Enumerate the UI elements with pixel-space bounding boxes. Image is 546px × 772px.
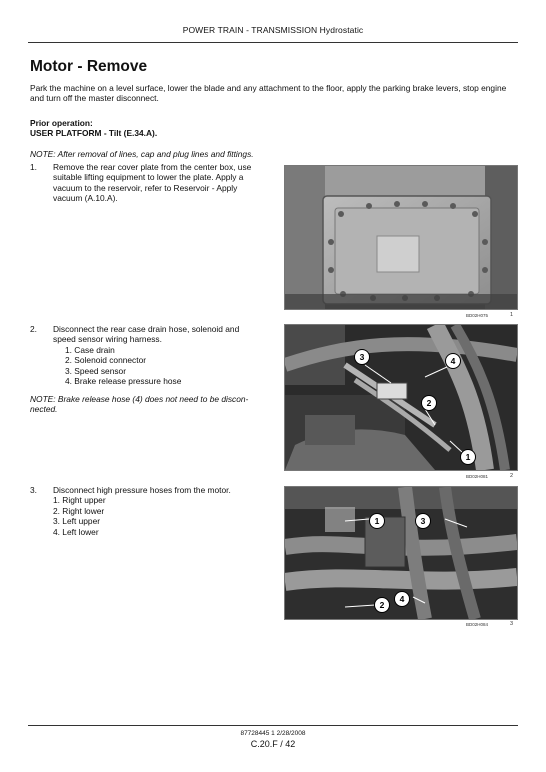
note-line: NOTE: Brake release hose (4) does not need to be discon- xyxy=(30,394,249,404)
footer-rule xyxy=(28,725,518,726)
step-2-text xyxy=(53,324,283,386)
step-2-line: Disconnect the rear case drain hose, solenoid and xyxy=(53,324,240,334)
prior-operation-label: Prior operation: xyxy=(30,118,93,128)
figure-3-code: BD02H084 xyxy=(466,622,489,627)
figure-1-photo xyxy=(284,165,518,310)
figure-3-callout-3: 3 xyxy=(415,513,431,529)
figure-3-callout-2: 2 xyxy=(374,597,390,613)
figure-2-callout-3: 3 xyxy=(354,349,370,365)
step-2-subitem: 4. Brake release pressure hose xyxy=(65,376,182,387)
step-2-subitem: 2. Solenoid connector xyxy=(65,355,147,366)
step-3-subitem: 1. Right upper xyxy=(53,495,106,506)
figure-3-callout-1: 1 xyxy=(369,513,385,529)
step-1-text xyxy=(53,162,283,204)
note-cap-lines: NOTE: After removal of lines, cap and plug lines and fittings. xyxy=(30,149,254,159)
step-3-subitem: 3. Left upper xyxy=(53,516,101,527)
step-1-number: 1. xyxy=(30,162,37,172)
figure-2-callout-1: 1 xyxy=(460,449,476,465)
step-1-line: suitable lifting equipment to lower the plate. Apply a xyxy=(53,172,244,183)
figure-1-number: 1 xyxy=(510,312,514,318)
intro-paragraph: Park the machine on a level surface, lower the blade and any attachment to the floor, apply the parking brake levers, stop engine and turn off the master disconnect. xyxy=(30,83,507,104)
case-drain-harness-photo xyxy=(285,325,517,470)
step-1-line: Remove the rear cover plate from the center box, use xyxy=(53,162,252,172)
prior-operation-value: USER PLATFORM - Tilt (E.34.A). xyxy=(30,128,158,138)
note-line: nected. xyxy=(30,404,58,415)
step-2-subitem: 3. Speed sensor xyxy=(65,365,126,376)
rear-cover-plate-photo xyxy=(285,166,517,309)
footer-page-number: C.20.F / 42 xyxy=(250,739,296,749)
footer-docline: 87728445 1 2/28/2008 xyxy=(240,730,306,737)
step-1-line: vacuum to the reservoir, refer to Reservoir - Apply xyxy=(53,182,238,193)
step-2-subitem: 1. Case drain xyxy=(65,344,115,355)
figure-2-callout-4: 4 xyxy=(445,353,461,369)
figure-2-code: BD02H081 xyxy=(466,474,489,479)
figure-2-number: 2 xyxy=(510,473,514,479)
figure-3-callout-4: 4 xyxy=(394,591,410,607)
step-2-number: 2. xyxy=(30,324,37,334)
step-2-line: speed sensor wiring harness. xyxy=(53,334,162,345)
figure-1-code: BD02H075 xyxy=(466,313,489,318)
figure-2-callout-2: 2 xyxy=(421,395,437,411)
figure-2-photo xyxy=(284,324,518,471)
header-rule xyxy=(28,42,518,43)
step-3-number: 3. xyxy=(30,485,37,495)
step-3-line: Disconnect high pressure hoses from the motor. xyxy=(53,485,231,495)
note-brake-hose xyxy=(30,394,275,415)
running-header: POWER TRAIN - TRANSMISSION Hydrostatic xyxy=(182,25,364,35)
step-3-text xyxy=(53,485,283,537)
section-title: Motor - Remove xyxy=(30,58,148,75)
figure-3-photo xyxy=(284,486,518,620)
step-1-line: vacuum (A.10.A). xyxy=(53,193,118,204)
step-3-subitem: 2. Right lower xyxy=(53,505,105,516)
figure-3-number: 3 xyxy=(510,621,514,627)
step-3-subitem: 4. Left lower xyxy=(53,526,99,537)
